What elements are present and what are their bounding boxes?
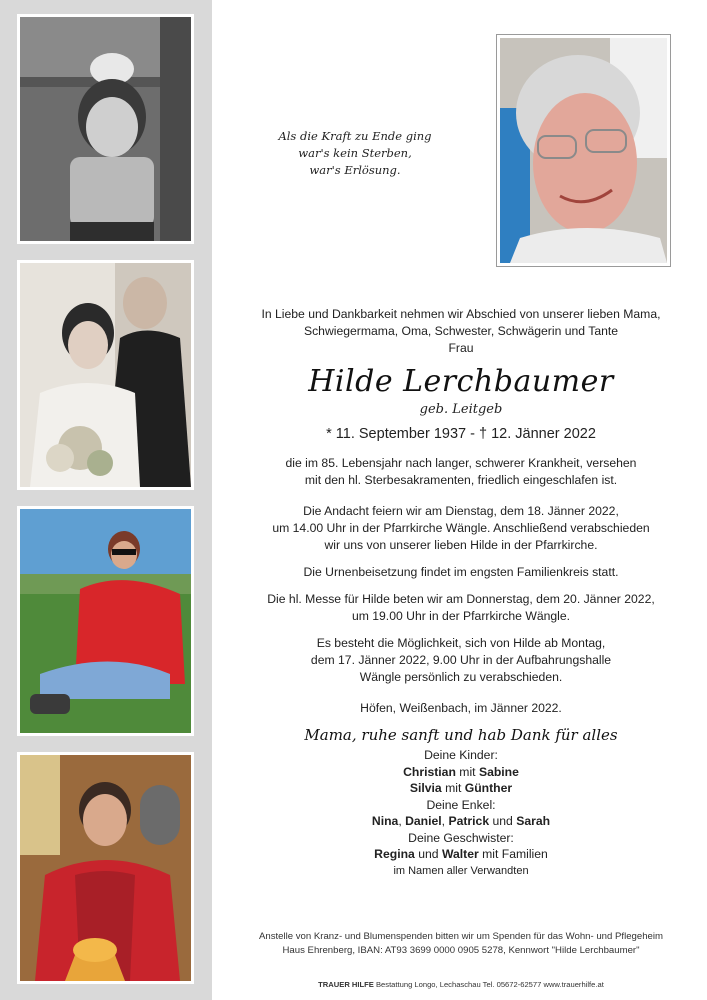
meadow-photo-image (20, 509, 191, 733)
child-name: Silvia (409, 781, 442, 795)
death-notice-line: mit den hl. Sterbesakramenten, friedlich eingeschlafen ist. (304, 473, 618, 487)
childhood-photo (17, 14, 194, 244)
obituary-body (226, 306, 696, 879)
donation-note (226, 930, 696, 958)
funeral-home-footer (226, 980, 696, 990)
ceremony-line: um 14.00 Uhr in der Pfarrkirche Wängle. Anschließend verabschieden (272, 521, 650, 535)
mass-line: Die hl. Messe für Hilde beten wir am Donnerstag, dem 20. Jänner 2022, (267, 592, 655, 606)
ceremony-line: Die Andacht feiern wir am Dienstag, dem 18. Jänner 2022, (303, 504, 619, 518)
siblings-label: Deine Geschwister: (408, 830, 514, 845)
with-word: mit (445, 781, 462, 795)
donation-line: Anstelle von Kranz- und Blumenspenden bitten wir um Spenden für das Wohn- und Pflegeheim (258, 931, 664, 942)
grandchild-name: Patrick (448, 814, 490, 828)
wedding-photo-image (20, 263, 191, 487)
farewell-line: Es besteht die Möglichkeit, sich von Hilde ab Montag, (316, 636, 606, 650)
grandchildren-line: Nina, Daniel, Patrick und Sarah (371, 814, 551, 828)
sibling-name: Regina (374, 847, 415, 861)
brand-name: TRAUER HILFE (318, 980, 374, 989)
portrait-photo-image (500, 38, 667, 263)
life-dates: * 11. September 1937 - † 12. Jänner 2022 (326, 426, 596, 442)
and-word: und (492, 814, 513, 828)
funeral-home-info: Bestattung Longo, Lechaschau Tel. 05672-62577 www.trauerhilfe.at (375, 980, 604, 989)
deceased-name: Hilde Lerchbaumer (308, 364, 614, 399)
child-partner-name: Günther (464, 781, 513, 795)
poem-line: Als die Kraft zu Ende ging (278, 129, 432, 143)
meadow-photo (17, 506, 194, 736)
with-word: mit (459, 764, 476, 779)
motto: Mama, ruhe sanft und hab Dank für alles (304, 726, 618, 744)
with-families: mit Familien (482, 847, 548, 861)
urn-line: Die Urnenbeisetzung findet im engsten Familienkreis statt. (303, 565, 619, 579)
place-date: Höfen, Weißenbach, im Jänner 2022. (360, 701, 562, 715)
childhood-photo-image (20, 17, 191, 241)
and-word: und (418, 847, 439, 861)
children-line-1 (226, 764, 696, 781)
intro-line: Schwiegermama, Oma, Schwester, Schwägerin und Tante (303, 324, 619, 338)
farewell-line: dem 17. Jänner 2022, 9.00 Uhr in der Aufbahrungshalle (310, 653, 612, 667)
child-name: Christian (403, 764, 456, 779)
death-notice-line: die im 85. Lebensjahr nach langer, schwerer Krankheit, versehen (285, 456, 637, 470)
child-partner-name: Sabine (478, 764, 519, 779)
siblings-line (226, 846, 696, 863)
grandchildren-label: Deine Enkel: (426, 797, 496, 812)
children-label: Deine Kinder: (424, 748, 498, 762)
wedding-photo (17, 260, 194, 490)
maiden-name: geb. Leitgeb (419, 402, 503, 417)
poem (250, 128, 460, 179)
family-list (226, 747, 696, 879)
farewell-line: Wängle persönlich zu verabschieden. (359, 670, 563, 684)
indoor-photo (17, 752, 194, 984)
donation-line: Haus Ehrenberg, IBAN: AT93 3699 0000 0905 5278, Kennwort "Hilde Lerchbaumer" (282, 945, 640, 956)
grandchild-name: Nina (371, 814, 399, 828)
poem-line: war's kein Sterben, (298, 146, 412, 160)
poem-line: war's Erlösung. (309, 163, 401, 177)
indoor-photo-image (20, 755, 191, 981)
relatives-line: im Namen aller Verwandten (393, 864, 529, 877)
grandchild-name: Sarah (516, 814, 551, 828)
sibling-name: Walter (441, 847, 479, 861)
ceremony-line: wir uns von unserer lieben Hilde in der Pfarrkirche. (324, 538, 598, 552)
mass-line: um 19.00 Uhr in der Pfarrkirche Wängle. (351, 609, 571, 623)
intro-line: Frau (448, 341, 474, 355)
portrait-photo (496, 34, 671, 267)
children-line-2 (226, 780, 696, 797)
grandchild-name: Daniel (405, 814, 442, 828)
intro-line: In Liebe und Dankbarkeit nehmen wir Abschied von unserer lieben Mama, (261, 307, 661, 321)
